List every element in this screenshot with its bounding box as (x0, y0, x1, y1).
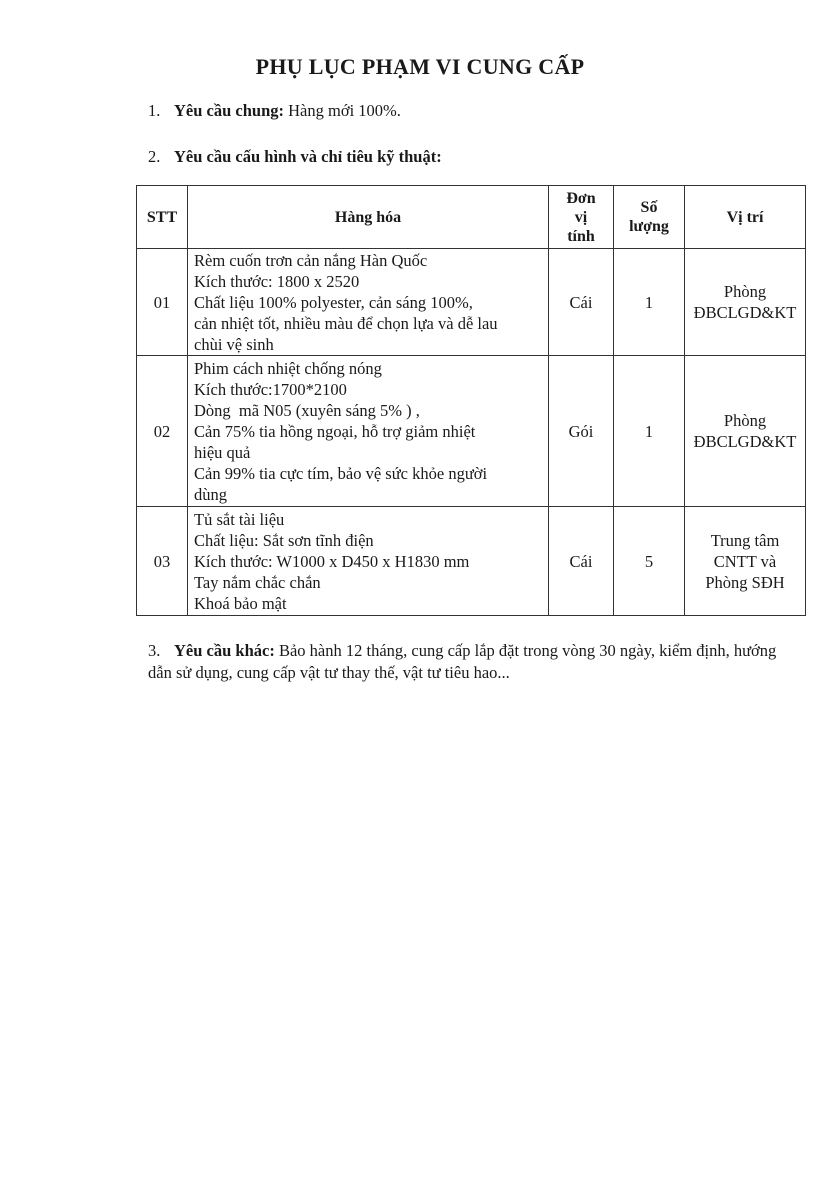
cell-unit: Cái (549, 249, 614, 356)
location-line: ĐBCLGD&KT (693, 432, 797, 451)
cell-goods (188, 249, 549, 356)
requirement-label: Yêu cầu cấu hình và chỉ tiêu kỹ thuật: (174, 147, 442, 166)
goods-line: Khoá bảo mật (194, 593, 287, 613)
goods-line: Kích thước: W1000 x D450 x H1830 mm (194, 551, 470, 571)
cell-goods (188, 356, 549, 507)
header-location: Vị trí (685, 186, 806, 249)
requirement-number: 1. (148, 101, 161, 120)
requirement-general (148, 100, 401, 122)
cell-goods (188, 507, 549, 616)
table-row (137, 249, 806, 356)
page-title: PHỤ LỤC PHẠM VI CUNG CẤP (255, 54, 585, 79)
requirement-technical (148, 146, 442, 168)
goods-line: Rèm cuốn trơn cản nắng Hàn Quốc (194, 250, 428, 270)
goods-line: Cản 99% tia cực tím, bảo vệ sức khỏe người (194, 463, 488, 483)
cell-quantity: 1 (614, 356, 685, 507)
goods-line: hiệu quả (194, 442, 251, 462)
header-qty-line: lượng (629, 218, 669, 235)
header-goods: Hàng hóa (188, 186, 549, 249)
header-unit-line: Đơn (566, 189, 596, 207)
goods-line: Kích thước: 1800 x 2520 (194, 271, 360, 291)
location-line: Trung tâm (710, 530, 780, 550)
table-row (137, 356, 806, 507)
cell-quantity: 1 (614, 249, 685, 356)
table-header-row (137, 186, 806, 249)
cell-location (685, 507, 806, 616)
cell-location (685, 249, 806, 356)
cell-location (685, 356, 806, 507)
requirement-text: Bảo hành 12 tháng, cung cấp lắp đặt trong vòng 30 ngày, kiểm định, hướng dẫn sử dụng, cung cấp vật tư thay thế, vật tư tiêu hao... (148, 641, 777, 682)
goods-line: dùng (194, 484, 227, 504)
cell-unit: Gói (549, 356, 614, 507)
specification-table (136, 185, 806, 616)
goods-line: Tủ sắt tài liệu (194, 509, 285, 529)
cell-unit: Cái (549, 507, 614, 616)
requirement-label: Yêu cầu chung: (174, 101, 285, 120)
header-qty-line: Số (640, 199, 658, 216)
goods-line: Tay nắm chắc chắn (194, 572, 321, 592)
cell-stt: 02 (137, 356, 188, 507)
goods-line: Dòng mã N05 (xuyên sáng 5% ) , (194, 400, 420, 420)
requirement-text: Hàng mới 100%. (284, 101, 401, 120)
table-row (137, 507, 806, 616)
goods-line: Kích thước:1700*2100 (194, 379, 347, 399)
goods-line: Chất liệu: Sắt sơn tĩnh điện (194, 530, 374, 550)
goods-line: cản nhiệt tốt, nhiều màu để chọn lựa và dễ lau (194, 313, 498, 333)
goods-line: Cản 75% tia hồng ngoại, hỗ trợ giảm nhiệt (194, 421, 476, 441)
requirement-label: Yêu cầu khác: (174, 641, 275, 660)
header-unit (549, 186, 614, 249)
location-line: Phòng (723, 411, 767, 430)
location-line: CNTT và (713, 551, 777, 571)
goods-line: Chất liệu 100% polyester, cản sáng 100%, (194, 292, 473, 312)
location-line: Phòng (723, 282, 767, 301)
cell-quantity: 5 (614, 507, 685, 616)
requirement-number: 3. (148, 641, 161, 660)
cell-stt: 01 (137, 249, 188, 356)
location-line: ĐBCLGD&KT (693, 303, 797, 322)
goods-line: Phim cách nhiệt chống nóng (194, 358, 382, 378)
location-line: Phòng SĐH (705, 572, 785, 592)
requirement-other (148, 640, 788, 684)
requirement-number: 2. (148, 147, 161, 166)
header-unit-line: vị (574, 208, 588, 226)
header-stt: STT (137, 186, 188, 249)
header-unit-line: tính (567, 227, 595, 245)
header-quantity (614, 186, 685, 249)
cell-stt: 03 (137, 507, 188, 616)
goods-line: chùi vệ sinh (194, 334, 274, 354)
